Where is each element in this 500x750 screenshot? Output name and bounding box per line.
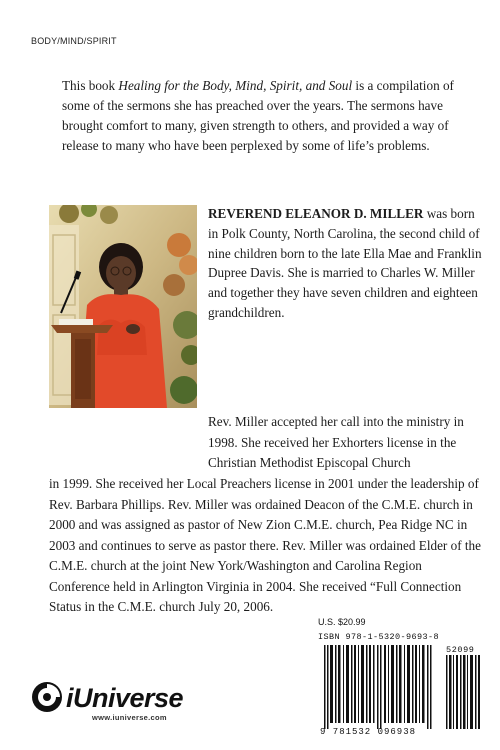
intro-paragraph <box>62 76 480 156</box>
book-title: Healing for the Body, Mind, Spirit, and Soul <box>118 78 353 93</box>
author-photo <box>49 205 197 408</box>
isbn-label: ISBN 978-1-5320-9693-8 <box>318 632 440 642</box>
author-name: REVEREND ELEANOR D. MILLER <box>208 206 424 221</box>
bio-text-1: was born in Polk County, North Carolina, the second child of nine children born to the late Ella Mae and Franklin Dupree Davis. She is married to Charles W. Miller and together they have seven children and eighteen grandchildren. <box>208 206 482 320</box>
barcode-bars <box>318 645 484 729</box>
barcode-block <box>318 617 484 739</box>
intro-suffix: is a compilation of some of the sermons she has preached over the years. The sermons have brought comfort to many, given strength to others, and provided a way of release to many who have been perplexed by some of life’s problems. <box>62 78 454 153</box>
barcode-addon: 52099 <box>446 645 475 655</box>
bio-paragraph-1 <box>208 204 484 323</box>
barcode-digits: 9 781532 096938 <box>320 727 417 737</box>
price-label: U.S. $20.99 <box>318 617 366 627</box>
category-label: BODY/MIND/SPIRIT <box>31 36 117 46</box>
intro-prefix: This book <box>62 78 119 93</box>
bio-paragraph-2-bottom: in 1999. She received her Local Preachers license in 2001 under the leadership of Rev. Barbara Phillips. Rev. Miller was ordained Deacon of the C.M.E. church in 2000 and was assigned as pastor of New Zion C.M.E. church, Pea Ridge NC in 2003 and continues to serve as pastor there. Rev. Miller was ordained Elder of the C.M.E. church at the joint New York/Washington and Carolina Region Conference held in Arlington Virginia in 2004. She received “Full Connection Status in the C.M.E. church July 20, 2006. <box>49 476 482 614</box>
publisher-url: www.iuniverse.com <box>92 713 167 722</box>
bio-paragraph-2-top: Rev. Miller accepted her call into the ministry in 1998. She received her Exhorters license in the Christian Methodist Episcopal Church <box>208 414 464 470</box>
publisher-name: iUniverse <box>66 683 184 713</box>
